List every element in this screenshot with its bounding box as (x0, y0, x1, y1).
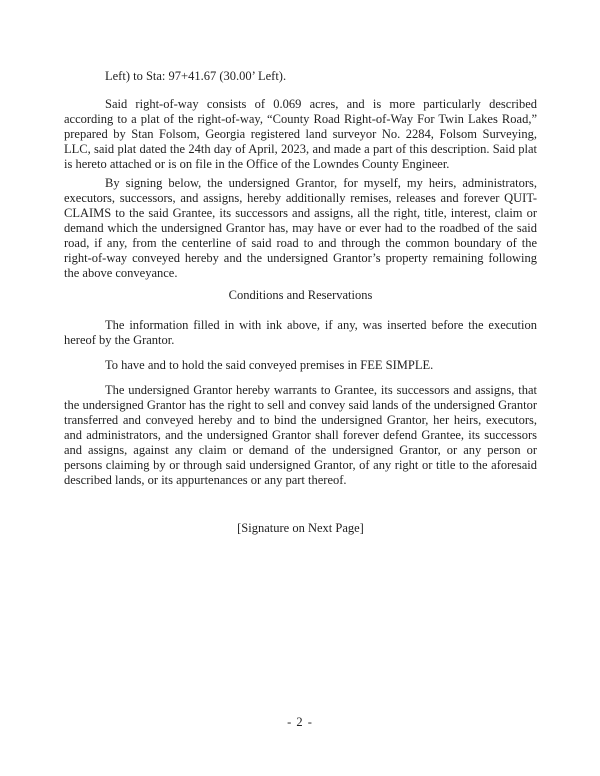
paragraph-plat-description: Said right-of-way consists of 0.069 acres, and is more particularly described according to a plat of the right-of-way, “County Road Right-of-Way For Twin Lakes Road,” prepared by Stan Folsom, Georgia registered land surveyor No. 2284, Folsom Surveying, LLC, said plat dated the 24th day of April, 2023, and made a part of this description. Said plat is hereto attached or is on file in the Office of the Lowndes County Engineer. (64, 97, 537, 171)
page-number: - 2 - (287, 715, 313, 729)
paragraph-quit-claims-clause: By signing below, the undersigned Grantor, for myself, my heirs, administrators, executors, successors, and assigns, hereby additionally remises, releases and forever QUIT-CLAIMS to the said Grantee, its successors and assigns, all the right, title, interest, claim or demand which the undersigned Grantor has, may have or ever had to the roadbed of the said road, if any, from the centerline of said road to and through the common boundary of the right-of-way conveyed hereby and the undersigned Grantor’s property remaining following the above conveyance. (64, 176, 537, 280)
conditions-heading: Conditions and Reservations (228, 288, 373, 302)
paragraph-station-line: Left) to Sta: 97+41.67 (30.00’ Left). (105, 69, 287, 83)
paragraph-fee-simple-clause: To have and to hold the said conveyed premises in FEE SIMPLE. (105, 358, 434, 372)
signature-note: [Signature on Next Page] (237, 521, 364, 535)
paragraph-ink-clause: The information filled in with ink above, if any, was inserted before the execution hereof by the Grantor. (64, 318, 537, 347)
paragraph-warranty-clause: The undersigned Grantor hereby warrants to Grantee, its successors and assigns, that the undersigned Grantor has the right to sell and convey said lands of the undersigned Grantor transferred and conveyed hereby and to bind the undersigned Grantor, her heirs, executors, and administrators, and the undersigned Grantor shall forever defend Grantee, its successors and assigns, against any claim or demand of the undersigned Grantor, or any person or persons claiming by or through said undersigned Grantor, of any right or title to the aforesaid described lands, or its appurtenances or any part thereof. (64, 383, 537, 487)
document-body (64, 0, 537, 536)
